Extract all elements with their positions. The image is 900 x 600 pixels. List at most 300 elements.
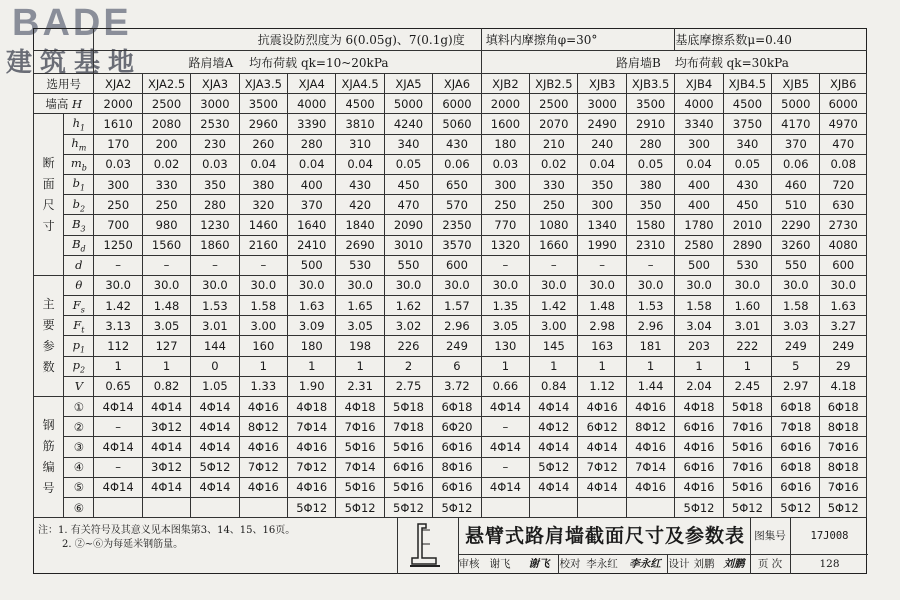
height-cell: 4500	[336, 94, 384, 114]
param-cell: 1	[626, 356, 674, 376]
param-cell: 226	[384, 336, 432, 356]
height-cell: 4000	[675, 94, 723, 114]
height-cell: 3000	[191, 94, 239, 114]
param-symbol: $F_s$	[64, 296, 94, 316]
param-cell: 1	[336, 356, 384, 376]
param-cell: 30.0	[384, 275, 432, 295]
section-cell: 3570	[433, 235, 482, 255]
param-cell: 1.12	[578, 376, 626, 396]
param-cell: 2.45	[723, 376, 771, 396]
param-cell: 1.60	[723, 296, 771, 316]
rebar-cell: 4Φ14	[481, 477, 529, 497]
section-cell: 2730	[820, 215, 867, 235]
section-cell: 3260	[772, 235, 820, 255]
section-cell: 250	[142, 195, 190, 215]
section-cell: 330	[530, 174, 578, 194]
section-cell: 600	[433, 255, 482, 275]
model-cell: XJB3	[578, 74, 626, 94]
section-cell: 2290	[772, 215, 820, 235]
logo-text: BADE	[12, 2, 132, 44]
height-cell: 4500	[723, 94, 771, 114]
rebar-cell: 7Φ16	[723, 457, 771, 477]
section-cell: –	[94, 255, 142, 275]
height-cell: 2500	[530, 94, 578, 114]
param-cell: 112	[94, 336, 142, 356]
model-cell: XJA5	[384, 74, 432, 94]
param-cell: 145	[530, 336, 578, 356]
rebar-cell	[578, 497, 626, 517]
rebar-cell: 6Φ16	[433, 437, 482, 457]
rebar-cell: 7Φ12	[288, 457, 336, 477]
rebar-cell: 4Φ16	[239, 437, 287, 457]
rebar-cell: 5Φ12	[288, 497, 336, 517]
model-cell: XJA3	[191, 74, 239, 94]
rebar-group-label: 钢 筋 编 号	[34, 397, 64, 518]
section-cell: 5060	[433, 114, 482, 134]
section-cell: 340	[723, 134, 771, 154]
title-block	[397, 518, 868, 574]
section-cell: 3750	[723, 114, 771, 134]
section-row	[34, 174, 867, 194]
param-cell: 1.42	[530, 296, 578, 316]
param-cell: 249	[820, 336, 867, 356]
section-cell: 210	[530, 134, 578, 154]
height-cell: 6000	[433, 94, 482, 114]
section-cell: 430	[433, 134, 482, 154]
section-cell: 2530	[191, 114, 239, 134]
checker-name: 李永红	[586, 558, 618, 570]
designer-name: 刘鹏	[693, 558, 715, 570]
rebar-cell: 4Φ14	[530, 477, 578, 497]
section-cell: 1460	[239, 215, 287, 235]
section-cell: 3390	[288, 114, 336, 134]
section-cell: 1250	[94, 235, 142, 255]
section-cell: 530	[336, 255, 384, 275]
section-cell: 0.02	[530, 154, 578, 174]
section-cell: 370	[288, 195, 336, 215]
rebar-cell: 4Φ16	[675, 477, 723, 497]
rebar-symbol: ④	[64, 457, 94, 477]
section-cell: 460	[772, 174, 820, 194]
rebar-row	[34, 397, 867, 417]
section-cell: 2160	[239, 235, 287, 255]
reviewer-signature: 谢飞	[528, 558, 550, 570]
section-cell: 2910	[626, 114, 674, 134]
section-cell: 1080	[530, 215, 578, 235]
height-cell: 3500	[626, 94, 674, 114]
section-cell: 380	[239, 174, 287, 194]
rebar-cell: 4Φ14	[481, 397, 529, 417]
param-cell: 4.18	[820, 376, 867, 396]
section-cell: 280	[191, 195, 239, 215]
section-cell: 470	[384, 195, 432, 215]
rebar-cell: 5Φ12	[384, 497, 432, 517]
section-cell: 250	[94, 195, 142, 215]
height-cell: 2500	[142, 94, 190, 114]
section-cell: 0.02	[142, 154, 190, 174]
section-cell: 3010	[384, 235, 432, 255]
param-cell: 127	[142, 336, 190, 356]
param-cell: 30.0	[433, 275, 482, 295]
rebar-cell: 5Φ16	[384, 437, 432, 457]
rebar-cell: –	[481, 417, 529, 437]
section-cell: 370	[772, 134, 820, 154]
rebar-cell	[626, 497, 674, 517]
wall-a-label: 路肩墙A	[94, 51, 239, 74]
rebar-cell: 7Φ14	[336, 457, 384, 477]
load-a-label: 均布荷载 qk=10~20kPa	[239, 51, 481, 74]
section-cell: 250	[481, 195, 529, 215]
rebar-cell: 4Φ12	[530, 417, 578, 437]
rebar-cell: 5Φ18	[384, 397, 432, 417]
param-cell: 3.72	[433, 376, 482, 396]
section-symbol: d	[64, 255, 94, 275]
drawing-title: 悬臂式路肩墙截面尺寸及参数表	[464, 525, 745, 547]
section-cell: 170	[94, 134, 142, 154]
height-row-label: 墙高 H	[34, 94, 94, 114]
notes	[38, 524, 295, 552]
rebar-cell: –	[94, 417, 142, 437]
section-cell: 0.03	[191, 154, 239, 174]
rebar-row	[34, 457, 867, 477]
param-cell: 2.75	[384, 376, 432, 396]
rebar-cell: 4Φ14	[142, 397, 190, 417]
rebar-cell: 6Φ16	[433, 477, 482, 497]
section-symbol: $m_b$	[64, 154, 94, 174]
rebar-cell: 5Φ12	[336, 497, 384, 517]
param-cell: 3.02	[384, 316, 432, 336]
param-cell: 1.63	[288, 296, 336, 316]
section-cell: 430	[723, 174, 771, 194]
section-cell: 320	[239, 195, 287, 215]
section-cell: 600	[820, 255, 867, 275]
rebar-cell: 5Φ16	[723, 477, 771, 497]
height-cell: 2000	[94, 94, 142, 114]
section-cell: 0.03	[481, 154, 529, 174]
model-row	[34, 74, 867, 94]
section-cell: 0.06	[433, 154, 482, 174]
rebar-cell: 4Φ16	[675, 437, 723, 457]
section-cell: –	[530, 255, 578, 275]
param-symbol: $p_1$	[64, 336, 94, 356]
section-cell: 2960	[239, 114, 287, 134]
designer-signature: 刘鹏	[723, 558, 745, 570]
section-cell: 0.05	[384, 154, 432, 174]
section-cell: 330	[142, 174, 190, 194]
section-cell: –	[578, 255, 626, 275]
section-cell: 200	[142, 134, 190, 154]
param-cell: 1	[239, 356, 287, 376]
rebar-cell: 5Φ16	[384, 477, 432, 497]
param-cell: 1.44	[626, 376, 674, 396]
section-cell: 280	[288, 134, 336, 154]
rebar-cell: 6Φ18	[820, 397, 867, 417]
section-symbol: $h_m$	[64, 134, 94, 154]
rebar-cell	[239, 497, 287, 517]
section-cell: 380	[626, 174, 674, 194]
rebar-cell: 5Φ16	[336, 477, 384, 497]
check-label: 校对	[559, 558, 581, 570]
height-cell: 5000	[772, 94, 820, 114]
rebar-cell	[481, 497, 529, 517]
rebar-cell: 4Φ16	[239, 397, 287, 417]
param-cell: 30.0	[336, 275, 384, 295]
param-cell: 1.63	[820, 296, 867, 316]
rebar-cell: 5Φ16	[336, 437, 384, 457]
param-cell: 30.0	[772, 275, 820, 295]
param-cell: 30.0	[530, 275, 578, 295]
rebar-cell: 7Φ16	[820, 477, 867, 497]
seismic-label: 抗震设防烈度为 6(0.05g)、7(0.1g)度	[94, 28, 481, 51]
rebar-cell: 7Φ12	[578, 457, 626, 477]
section-cell: 1610	[94, 114, 142, 134]
rebar-cell: 6Φ16	[772, 477, 820, 497]
param-cell: 0.84	[530, 376, 578, 396]
param-row	[34, 275, 867, 295]
param-cell: 30.0	[481, 275, 529, 295]
param-cell: 1.33	[239, 376, 287, 396]
section-cell: 4970	[820, 114, 867, 134]
section-cell: 2890	[723, 235, 771, 255]
rebar-cell: 6Φ18	[772, 397, 820, 417]
page-label: 页 次	[757, 558, 783, 570]
param-cell: 30.0	[820, 275, 867, 295]
param-row	[34, 336, 867, 356]
logo-subtext: 建筑基地	[6, 48, 143, 78]
section-cell: 0.04	[675, 154, 723, 174]
section-cell: 1860	[191, 235, 239, 255]
param-cell: 1.90	[288, 376, 336, 396]
rebar-symbol: ①	[64, 397, 94, 417]
section-symbol: $b_2$	[64, 195, 94, 215]
rebar-cell: 4Φ16	[626, 477, 674, 497]
rebar-symbol: ②	[64, 417, 94, 437]
rebar-cell: 8Φ12	[626, 417, 674, 437]
param-symbol: θ	[64, 275, 94, 295]
section-cell: 4080	[820, 235, 867, 255]
section-cell: 300	[675, 134, 723, 154]
section-cell: 350	[578, 174, 626, 194]
section-cell: 1780	[675, 215, 723, 235]
param-cell: 0.82	[142, 376, 190, 396]
section-cell: 720	[820, 174, 867, 194]
section-group-label: 断 面 尺 寸	[34, 114, 64, 276]
param-cell: 1.57	[433, 296, 482, 316]
rebar-cell: 7Φ14	[626, 457, 674, 477]
param-cell: 3.00	[239, 316, 287, 336]
height-cell: 6000	[820, 94, 867, 114]
note-line-2: 2. ②~⑥为每延米钢筋量。	[62, 539, 184, 550]
section-cell: 420	[336, 195, 384, 215]
param-cell: 0.65	[94, 376, 142, 396]
section-cell: 1640	[288, 215, 336, 235]
param-cell: 160	[239, 336, 287, 356]
section-cell: 500	[288, 255, 336, 275]
rebar-cell: 4Φ14	[578, 437, 626, 457]
rebar-cell: 5Φ12	[820, 497, 867, 517]
section-cell: 3810	[336, 114, 384, 134]
section-cell: 2090	[384, 215, 432, 235]
model-cell: XJB6	[820, 74, 867, 94]
param-cell: 3.09	[288, 316, 336, 336]
section-row	[34, 235, 867, 255]
wall-section-icon	[398, 518, 459, 574]
param-cell: 30.0	[723, 275, 771, 295]
section-row	[34, 114, 867, 134]
param-row	[34, 296, 867, 316]
rebar-cell: 7Φ14	[288, 417, 336, 437]
rebar-cell: 5Φ12	[530, 457, 578, 477]
section-symbol: $B_d$	[64, 235, 94, 255]
section-cell: 4240	[384, 114, 432, 134]
section-cell: 980	[142, 215, 190, 235]
section-row	[34, 195, 867, 215]
rebar-cell: 5Φ12	[723, 497, 771, 517]
rebar-cell: 4Φ14	[481, 437, 529, 457]
param-cell: 203	[675, 336, 723, 356]
param-cell: 2.98	[578, 316, 626, 336]
height-cell: 5000	[384, 94, 432, 114]
height-cell: 2000	[481, 94, 529, 114]
param-cell: 1.65	[336, 296, 384, 316]
param-cell: 163	[578, 336, 626, 356]
parameter-table	[33, 28, 867, 518]
rebar-cell: 6Φ16	[772, 437, 820, 457]
rebar-cell: 7Φ18	[384, 417, 432, 437]
atlas-label: 图集号	[754, 530, 786, 542]
section-cell: 1340	[578, 215, 626, 235]
param-cell: 1	[530, 356, 578, 376]
rebar-cell: 6Φ16	[675, 417, 723, 437]
model-cell: XJA3.5	[239, 74, 287, 94]
section-cell: 0.05	[723, 154, 771, 174]
model-cell: XJA6	[433, 74, 482, 94]
param-cell: 1.58	[239, 296, 287, 316]
section-cell: 0.06	[772, 154, 820, 174]
design-label: 设计	[668, 558, 690, 570]
section-cell: 570	[433, 195, 482, 215]
section-cell: 250	[530, 195, 578, 215]
rebar-cell: 4Φ14	[142, 477, 190, 497]
param-cell: 2.97	[772, 376, 820, 396]
param-symbol: V	[64, 376, 94, 396]
param-group-label: 主 要 参 数	[34, 275, 64, 396]
section-cell: 0.04	[578, 154, 626, 174]
rebar-cell: 5Φ12	[433, 497, 482, 517]
rebar-cell: 5Φ12	[675, 497, 723, 517]
section-cell: 2010	[723, 215, 771, 235]
rebar-cell: 7Φ12	[239, 457, 287, 477]
rebar-cell: 4Φ14	[94, 397, 142, 417]
section-cell: 2580	[675, 235, 723, 255]
param-cell: 2.96	[626, 316, 674, 336]
section-cell: 3340	[675, 114, 723, 134]
section-cell: 180	[481, 134, 529, 154]
model-cell: XJA2.5	[142, 74, 190, 94]
section-cell: 2410	[288, 235, 336, 255]
rebar-cell: 5Φ12	[191, 457, 239, 477]
param-cell: 30.0	[626, 275, 674, 295]
rebar-cell: 4Φ16	[239, 477, 287, 497]
param-row	[34, 356, 867, 376]
rebar-cell: 3Φ12	[142, 417, 190, 437]
model-cell: XJB4.5	[723, 74, 771, 94]
rebar-symbol: ③	[64, 437, 94, 457]
rebar-cell: 4Φ14	[191, 397, 239, 417]
param-cell: 1.58	[675, 296, 723, 316]
param-cell: 30.0	[191, 275, 239, 295]
rebar-cell: 3Φ12	[142, 457, 190, 477]
rebar-cell: 4Φ16	[288, 437, 336, 457]
rebar-cell: 8Φ18	[820, 417, 867, 437]
section-cell: 340	[384, 134, 432, 154]
review-label: 审核	[458, 558, 480, 570]
param-cell: 0.66	[481, 376, 529, 396]
param-cell: 1	[288, 356, 336, 376]
section-cell: 0.04	[239, 154, 287, 174]
rebar-cell: 4Φ18	[336, 397, 384, 417]
param-cell: 2	[384, 356, 432, 376]
rebar-cell: 6Φ20	[433, 417, 482, 437]
param-cell: 0	[191, 356, 239, 376]
param-cell: 3.13	[94, 316, 142, 336]
param-cell: 2.04	[675, 376, 723, 396]
section-cell: 550	[384, 255, 432, 275]
height-cell: 4000	[288, 94, 336, 114]
rebar-cell: 7Φ16	[820, 437, 867, 457]
param-cell: 3.05	[142, 316, 190, 336]
model-cell: XJA4	[288, 74, 336, 94]
param-cell: 3.03	[772, 316, 820, 336]
model-cell: XJB2	[481, 74, 529, 94]
section-symbol: $b_1$	[64, 174, 94, 194]
rebar-row	[34, 497, 867, 517]
param-symbol: $p_2$	[64, 356, 94, 376]
rebar-cell: 5Φ18	[723, 397, 771, 417]
section-row	[34, 154, 867, 174]
param-cell: 1	[578, 356, 626, 376]
param-cell: 3.05	[481, 316, 529, 336]
section-cell: 300	[94, 174, 142, 194]
section-cell: 400	[288, 174, 336, 194]
rebar-cell: –	[94, 457, 142, 477]
param-cell: 1	[723, 356, 771, 376]
friction-in-label: 填料内摩擦角φ=30°	[481, 28, 675, 51]
section-cell: 4170	[772, 114, 820, 134]
height-cell: 3000	[578, 94, 626, 114]
param-cell: 2.31	[336, 376, 384, 396]
rebar-cell: 4Φ18	[288, 397, 336, 417]
param-cell: 30.0	[578, 275, 626, 295]
rebar-cell: 6Φ18	[433, 397, 482, 417]
header-row-conditions	[34, 28, 867, 51]
rebar-cell: 8Φ12	[239, 417, 287, 437]
rebar-cell: 4Φ14	[191, 477, 239, 497]
param-cell: 249	[772, 336, 820, 356]
rebar-cell: 4Φ14	[142, 437, 190, 457]
section-cell: 1600	[481, 114, 529, 134]
section-cell: 350	[191, 174, 239, 194]
note-line-1: 注：1. 有关符号及其意义见本图集第3、14、15、16页。	[38, 525, 296, 536]
section-row	[34, 215, 867, 235]
model-cell: XJA2	[94, 74, 142, 94]
param-cell: 3.01	[723, 316, 771, 336]
section-cell: –	[481, 255, 529, 275]
section-cell: 2080	[142, 114, 190, 134]
param-cell: 1.35	[481, 296, 529, 316]
section-cell: 1660	[530, 235, 578, 255]
header-row-walls	[34, 51, 867, 74]
